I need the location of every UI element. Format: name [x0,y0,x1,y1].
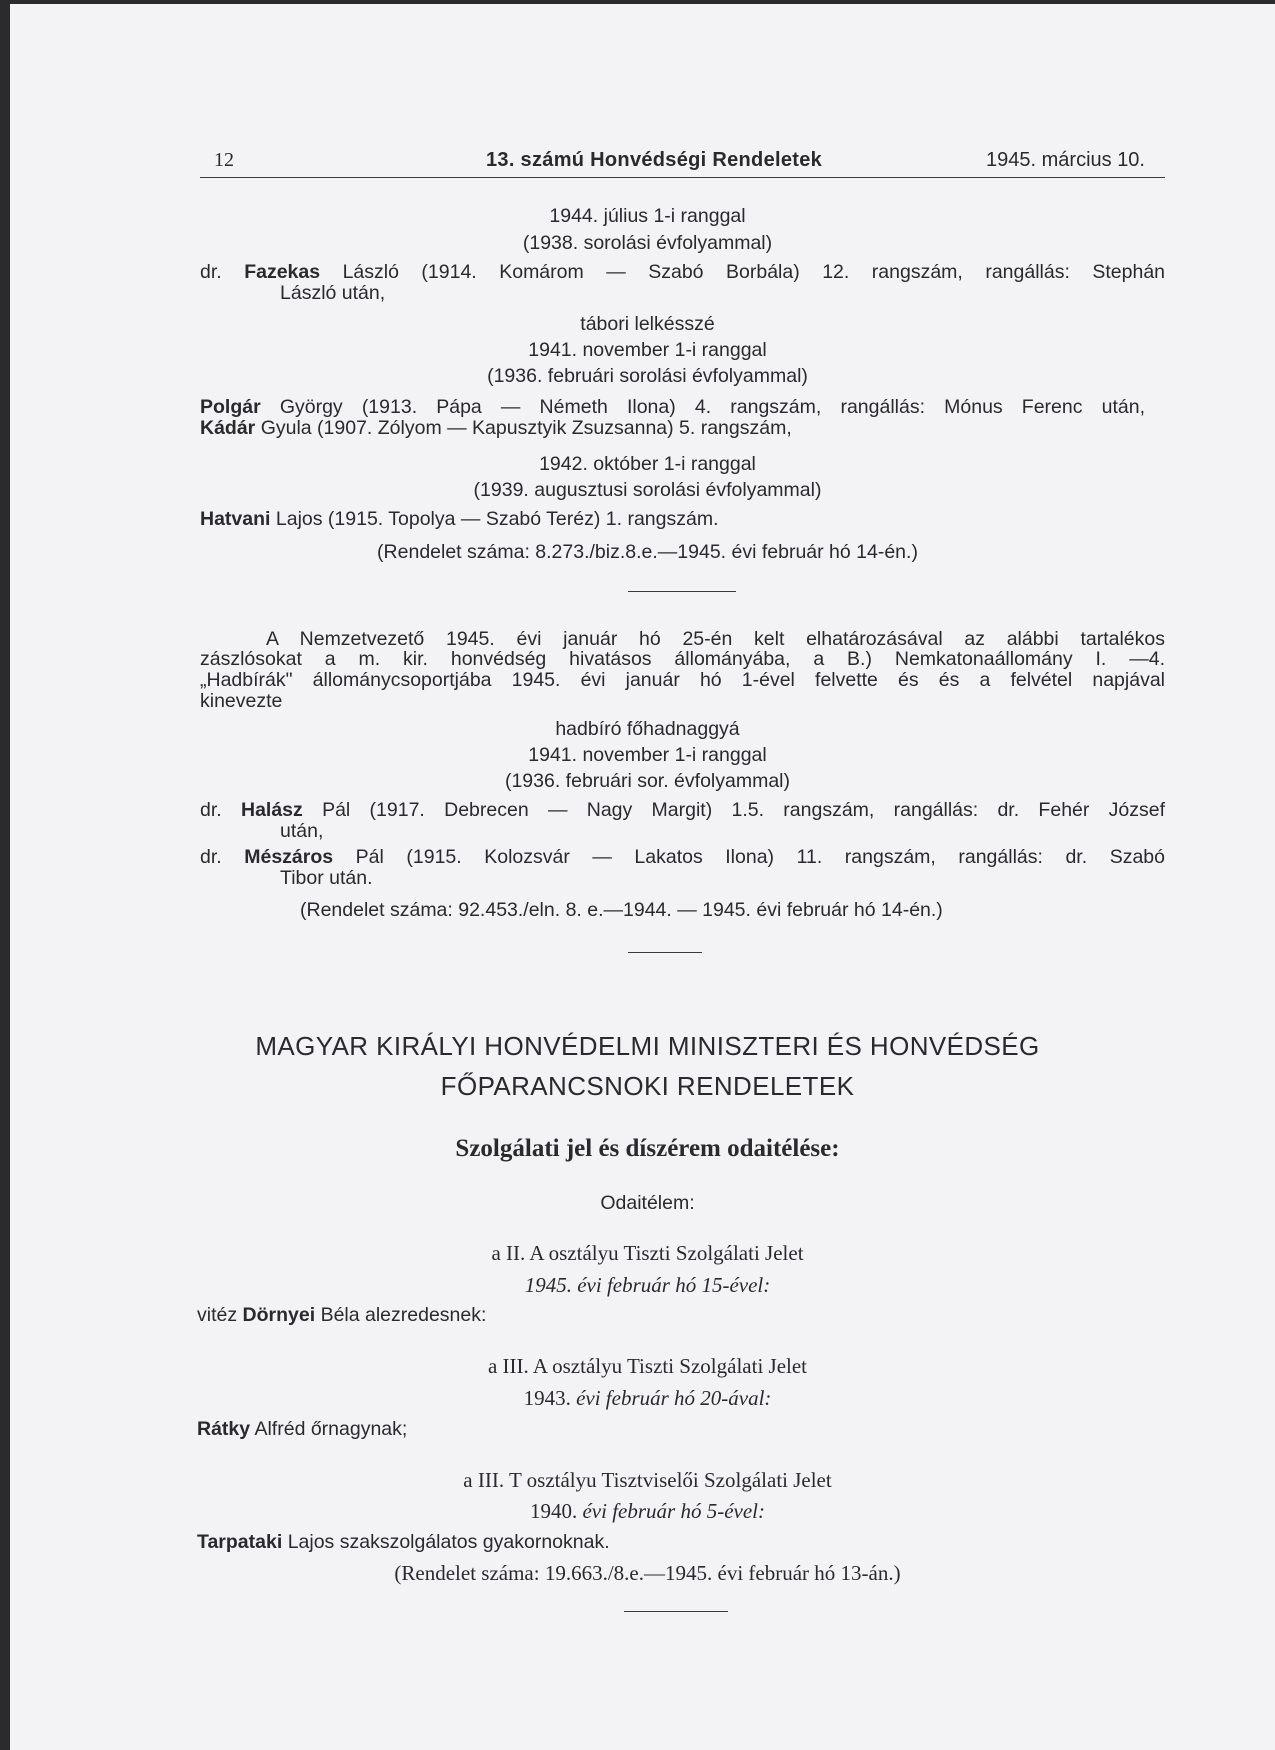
award-recipient: Rátky Alfréd őrnagynak; [197,1418,408,1440]
intro-line: Odaitélem: [600,1192,695,1214]
page-number: 12 [214,149,234,171]
rank-date-line: 1941. november 1-i ranggal [528,339,767,361]
appointment-line: tábori lelkésszé [580,313,715,335]
rank-date-line: 1942. október 1-i ranggal [539,453,756,475]
rank-date-line: 1941. november 1-i ranggal [528,744,767,766]
section-heading: MAGYAR KIRÁLYI HONVÉDELMI MINISZTERI ÉS HONVÉDSÉG [255,1031,1040,1061]
entry-fazekas-cont: László után, [280,282,386,304]
surname: Hatvani [200,508,271,530]
section-heading: FŐPARANCSNOKI RENDELETEK [440,1071,855,1101]
paragraph-line: zászlósokat a m. kir. honvédség hivatásos állományába, a B.) Nemkatonaállomány I. —4. [200,648,1165,670]
paragraph-line: A Nemzetvezető 1945. évi január hó 25-én kelt elhatározásával az alábbi tartalékos [266,628,1165,650]
surname: Rátky [197,1418,251,1440]
surname: Mészáros [244,846,334,868]
publication-title: 13. számú Honvédségi Rendeletek [486,149,823,171]
rank-class-line: (1939. augusztusi sorolási évfolyammal) [473,479,822,501]
award-date: 1945. évi február hó 15-ével: [524,1273,771,1297]
entry-meszaros: dr. Mészáros Pál (1915. Kolozsvár — Lakatos Ilona) 11. rangszám, rangállás: dr. Szabó [200,846,1165,868]
entry-fazekas: dr. Fazekas László (1914. Komárom — Szabó Borbála) 12. rangszám, rangállás: Stephán [200,261,1166,283]
rank-date-line: 1944. július 1-i ranggal [549,205,746,227]
appointment-line: hadbíró főhadnaggyá [555,718,740,740]
separator-line [628,591,736,592]
award-title: a II. A osztályu Tiszti Szolgálati Jelet [491,1241,804,1265]
rank-class-line: (1936. februári sorolási évfolyammal) [487,365,808,387]
order-reference: (Rendelet száma: 19.663./8.e.—1945. évi február hó 13-án.) [394,1561,901,1585]
award-title: a III. A osztályu Tiszti Szolgálati Jelet [487,1354,808,1378]
entry-halasz-cont: után, [280,820,324,842]
paragraph-line: kinevezte [200,690,283,712]
page-header [200,147,1165,178]
award-recipient: vitéz Dörnyei Béla alezredesnek: [197,1304,487,1326]
award-date-line: 1943. évi február hó 20-ával: [523,1386,772,1410]
surname: Fazekas [244,261,321,283]
order-reference: (Rendelet száma: 8.273./biz.8.e.—1945. évi február hó 14-én.) [377,541,918,563]
separator-line [624,1611,728,1612]
surname: Tarpataki [197,1531,283,1553]
entry-halasz: dr. Halász Pál (1917. Debrecen — Nagy Margit) 1.5. rangszám, rangállás: dr. Fehér József [200,799,1166,821]
surname: Dörnyei [242,1304,316,1326]
award-title: a III. T osztályu Tisztviselői Szolgálati Jelet [463,1468,832,1492]
order-reference: (Rendelet száma: 92.453./eln. 8. e.—1944. — 1945. évi február hó 14-én.) [300,899,943,921]
surname: Polgár [200,396,261,418]
entry-hatvani: Hatvani Lajos (1915. Topolya — Szabó Teréz) 1. rangszám. [200,508,719,530]
award-date-line: 1940. évi február hó 5-ével: [529,1499,765,1523]
award-recipient: Tarpataki Lajos szakszolgálatos gyakornoknak. [197,1531,610,1553]
paragraph-line: „Hadbírák" állománycsoportjába 1945. évi január hó 1-ével felvette és és a felvétel napjával [200,669,1165,691]
entry-polgar: Polgár György (1913. Pápa — Németh Ilona) 4. rangszám, rangállás: Mónus Ferenc után, [200,396,1145,418]
section-subheading: Szolgálati jel és díszérem odaitélése: [455,1135,840,1162]
surname: Halász [240,799,303,821]
separator-line [628,952,702,953]
rank-class-line: (1936. februári sor. évfolyammal) [504,770,791,792]
entry-meszaros-cont: Tibor után. [280,867,373,889]
rank-class-line: (1938. sorolási évfolyammal) [522,232,773,254]
publication-date: 1945. március 10. [986,149,1145,171]
surname: Kádár [200,417,256,439]
entry-kadar: Kádár Gyula (1907. Zólyom — Kapusztyik Zsuzsanna) 5. rangszám, [200,417,792,439]
